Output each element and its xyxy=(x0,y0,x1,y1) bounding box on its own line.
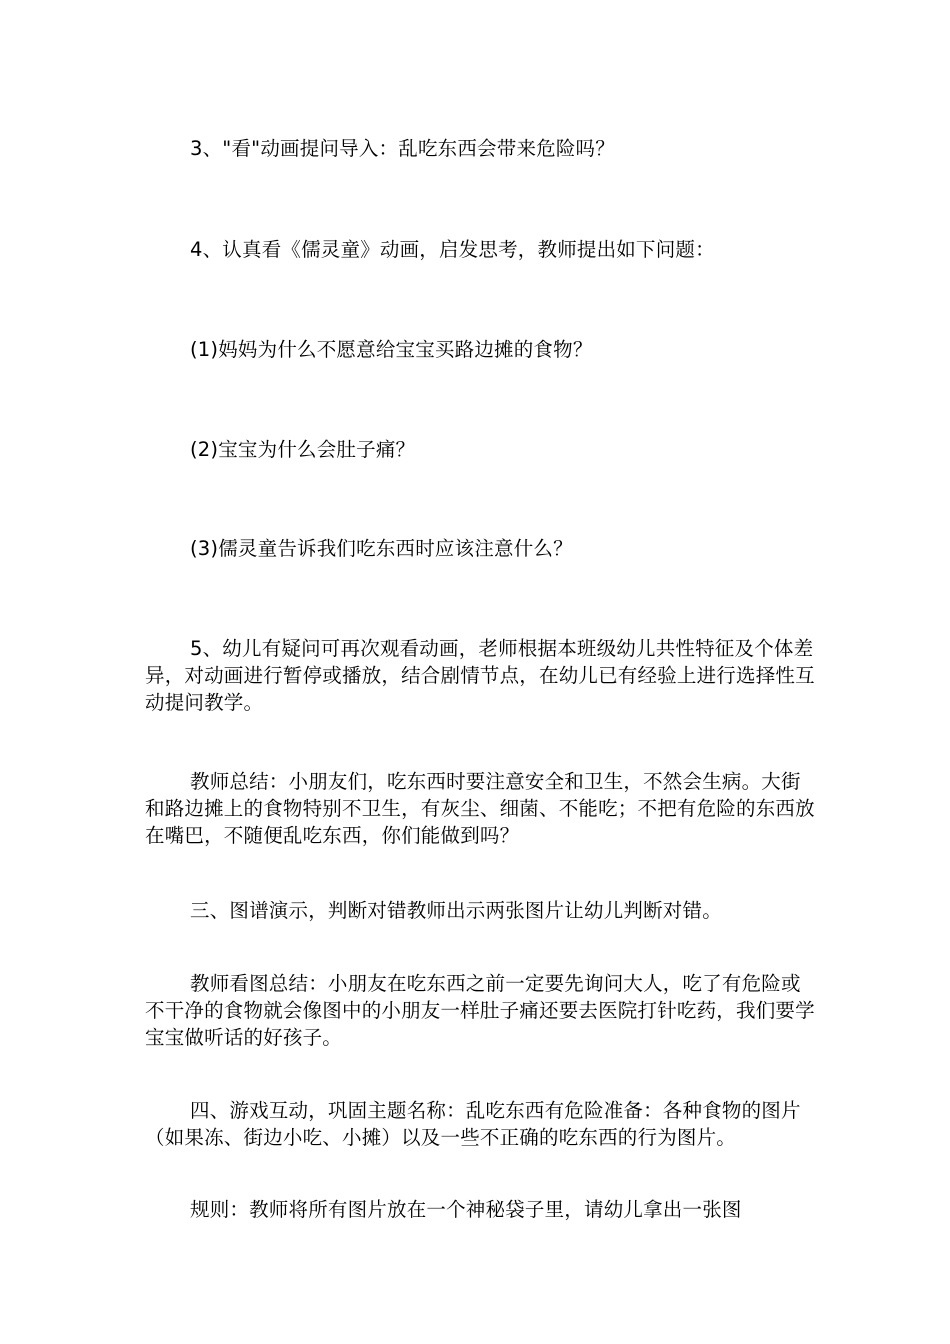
paragraph-teacher-summary: 教师总结：小朋友们，吃东西时要注意安全和卫生，不然会生病。大街和路边摊上的食物特别不卫生，有灰尘、细菌、不能吃；不把有危险的东西放在嘴巴，不随便乱吃东西，你们能做到吗？ xyxy=(145,770,815,847)
paragraph-step-5: 5、幼儿有疑问可再次观看动画，老师根据本班级幼儿共性特征及个体差异，对动画进行暂停或播放，结合剧情节点，在幼儿已有经验上进行选择性互动提问教学。 xyxy=(145,637,815,714)
question-2: (2)宝宝为什么会肚子痛？ xyxy=(190,438,416,461)
paragraph-step-3: 3、"看"动画提问导入：乱吃东西会带来危险吗？ xyxy=(190,137,615,160)
paragraph-section-4: 四、游戏互动，巩固主题名称：乱吃东西有危险准备：各种食物的图片（如果冻、街边小吃、小摊）以及一些不正确的吃东西的行为图片。 xyxy=(145,1099,801,1149)
question-1: (1)妈妈为什么不愿意给宝宝买路边摊的食物？ xyxy=(190,338,593,361)
paragraph-rules: 规则：教师将所有图片放在一个神秘袋子里，请幼儿拿出一张图 xyxy=(190,1198,742,1221)
paragraph-picture-summary: 教师看图总结：小朋友在吃东西之前一定要先询问大人，吃了有危险或不干净的食物就会像图中的小朋友一样肚子痛还要去医院打针吃药，我们要学宝宝做听话的好孩子。 xyxy=(145,972,815,1049)
question-3: (3)儒灵童告诉我们吃东西时应该注意什么？ xyxy=(190,537,573,560)
paragraph-step-4: 4、认真看《儒灵童》动画，启发思考，教师提出如下问题： xyxy=(190,238,715,261)
paragraph-section-3: 三、图谱演示，判断对错教师出示两张图片让幼儿判断对错。 xyxy=(190,899,722,922)
